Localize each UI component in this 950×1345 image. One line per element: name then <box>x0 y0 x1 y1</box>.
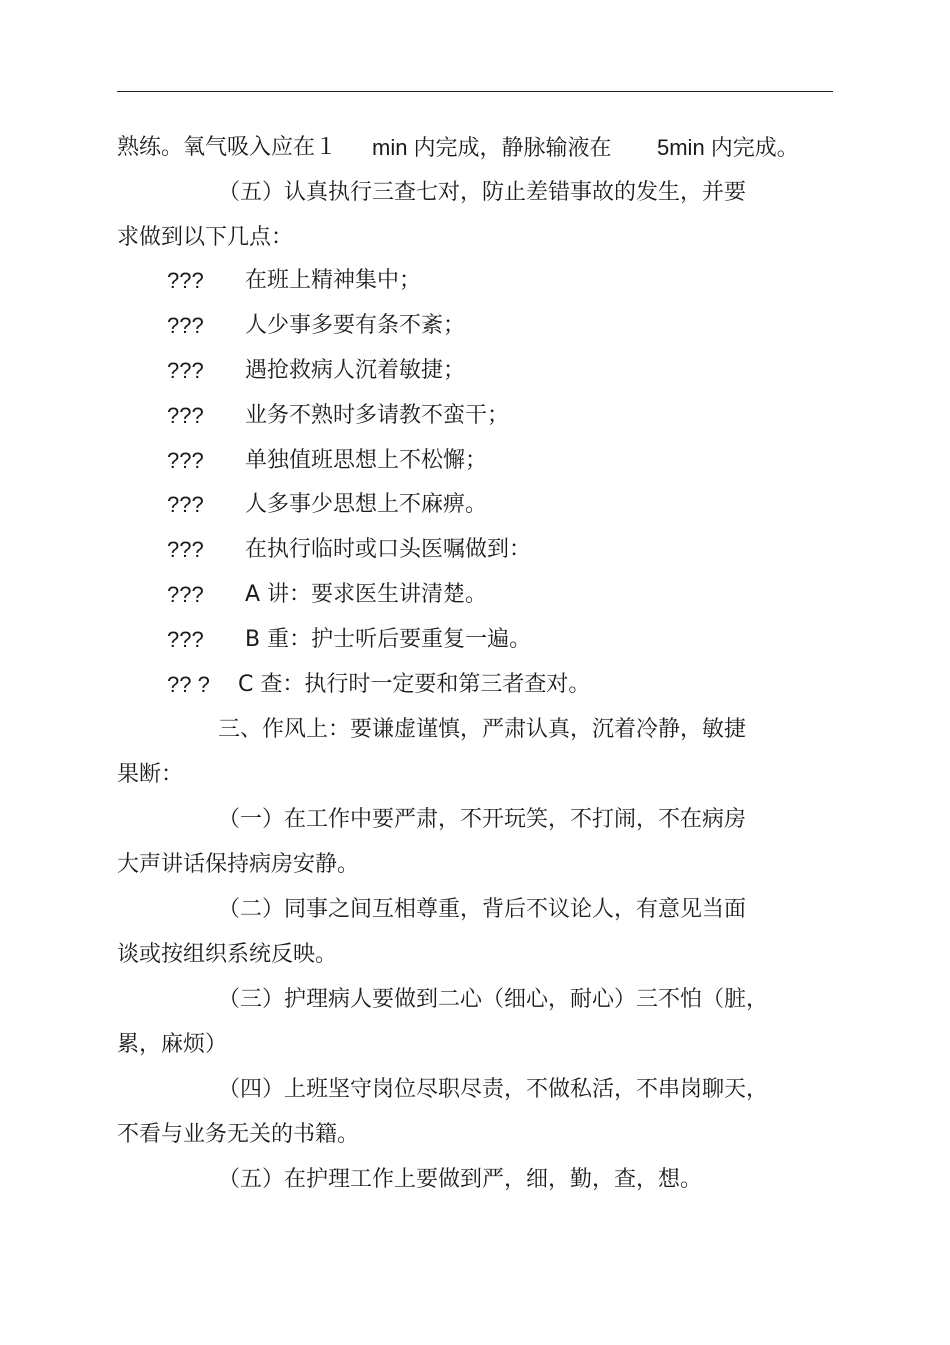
text-segment: 5min 内完成。 <box>657 135 799 160</box>
section-item: 谈或按组织系统反映。 <box>117 942 338 967</box>
checklist-item: 在班上精神集中； <box>245 268 422 293</box>
checklist-marker: ??? <box>167 582 204 607</box>
checklist-item: 业务不熟时多请教不蛮干； <box>245 403 510 428</box>
checklist-marker: ??? <box>167 492 204 517</box>
checklist-marker: ??? <box>167 313 204 338</box>
section-item: （一）在工作中要严肃，不开玩笑，不打闹，不在病房 <box>218 807 747 832</box>
checklist-marker: ??? <box>167 358 204 383</box>
checklist-item: 人多事少思想上不麻痹。 <box>245 492 488 517</box>
checklist-marker: ??? <box>167 448 204 473</box>
checklist-marker: ??? <box>167 627 204 652</box>
checklist-marker: ?? ? <box>167 672 210 697</box>
checklist-item: 单独值班思想上不松懈； <box>245 448 488 473</box>
section-heading: 三、作风上：要谦虚谨慎，严肃认真，沉着冷静，敏捷 <box>218 717 747 742</box>
checklist-item: A 讲：要求医生讲清楚。 <box>245 582 488 607</box>
checklist-marker: ??? <box>167 537 204 562</box>
checklist-marker: ??? <box>167 403 204 428</box>
section-item: （五）在护理工作上要做到严，细，勤，查，想。 <box>218 1167 703 1192</box>
header-rule <box>117 91 833 92</box>
checklist-item: 人少事多要有条不紊； <box>245 313 466 338</box>
checklist-item: C 查：执行时一定要和第三者查对。 <box>238 672 591 697</box>
text-line <box>657 134 799 162</box>
text-segment: 熟练。氧气吸入应在１ <box>117 135 338 160</box>
checklist-item: 在执行临时或口头医嘱做到： <box>245 537 532 562</box>
section-item: 大声讲话保持病房安静。 <box>117 852 360 877</box>
text-line <box>372 134 612 162</box>
checklist-item: B 重：护士听后要重复一遍。 <box>245 627 532 652</box>
text-line: 求做到以下几点： <box>117 225 294 250</box>
section-item: （二）同事之间互相尊重，背后不议论人，有意见当面 <box>218 897 747 922</box>
section-heading: 果断： <box>117 762 184 787</box>
checklist-item: 遇抢救病人沉着敏捷； <box>245 358 466 383</box>
section-item: 累，麻烦） <box>117 1032 228 1057</box>
section-item: （四）上班坚守岗位尽职尽责，不做私活，不串岗聊天， <box>218 1077 769 1102</box>
section-item: 不看与业务无关的书籍。 <box>117 1122 360 1147</box>
text-segment: min 内完成，静脉输液在 <box>372 135 612 160</box>
section-item: （三）护理病人要做到二心（细心，耐心）三不怕（脏， <box>218 987 769 1012</box>
text-line <box>117 134 337 162</box>
text-line: （五）认真执行三查七对，防止差错事故的发生，并要 <box>218 180 747 205</box>
checklist-marker: ??? <box>167 268 204 293</box>
